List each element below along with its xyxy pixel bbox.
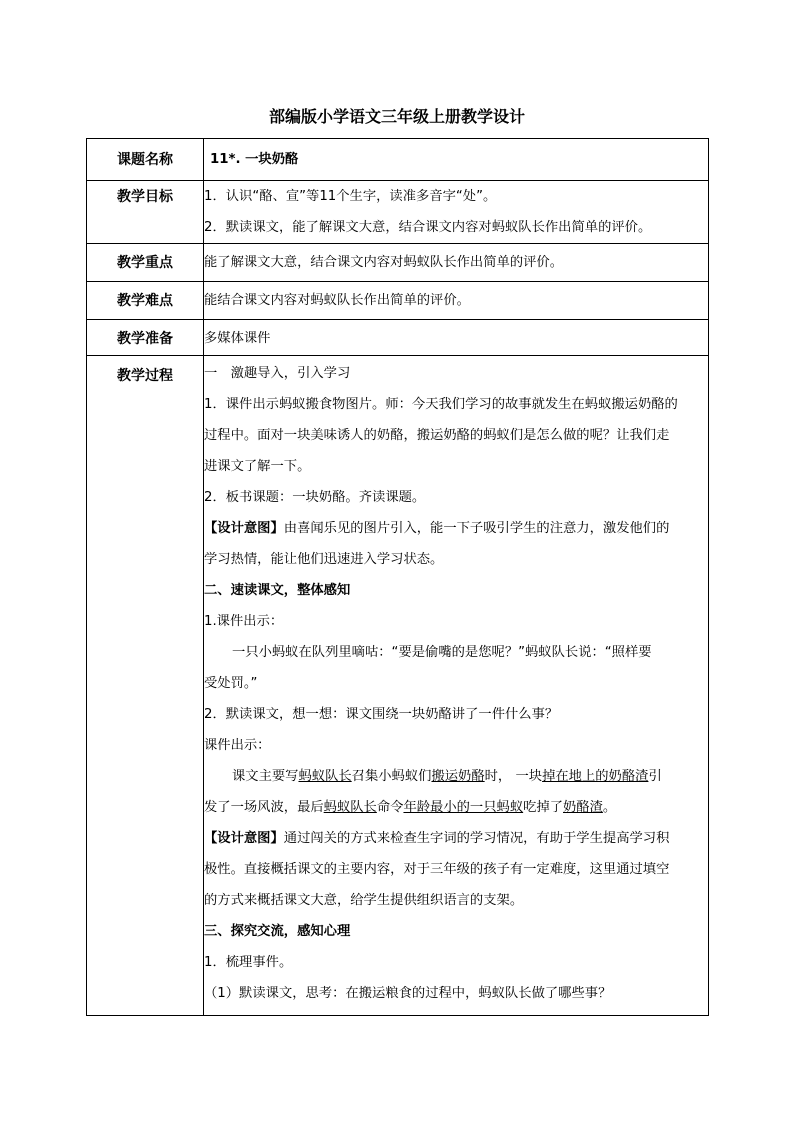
fill-text: 课文主要写 xyxy=(232,769,299,784)
paragraph-line: 2．板书课题：一块奶酪。齐读课题。 xyxy=(204,490,426,505)
design-intent-line xyxy=(204,513,708,544)
content-goals xyxy=(204,181,709,244)
row-prep xyxy=(87,320,709,356)
content-key xyxy=(204,244,709,282)
paragraph-line: 2．默读课文，想一想：课文围绕一块奶酪讲了一件什么事？ xyxy=(204,707,559,722)
paragraph-line: 1.课件出示： xyxy=(204,614,284,629)
label-process-text: 教学过程 xyxy=(117,368,173,384)
content-process xyxy=(204,356,709,1016)
fill-answer: 搬运奶酪 xyxy=(431,769,485,784)
design-intent-tag: 【设计意图】 xyxy=(204,831,284,846)
section-heading: 三、探究交流，感知心理 xyxy=(204,924,351,939)
paragraph-line: （1）默读课文，思考：在搬运粮食的过程中，蚂蚁队长做了哪些事？ xyxy=(204,986,612,1001)
design-intent-tag: 【设计意图】 xyxy=(204,521,284,536)
label-difficulty-text: 教学难点 xyxy=(117,293,173,309)
label-process xyxy=(87,356,204,1016)
design-intent-line xyxy=(204,823,708,854)
fill-answer: 蚂蚁队长 xyxy=(323,800,377,815)
paragraph-line: 过程中。面对一块美味诱人的奶酪，搬运奶酪的蚂蚁们是怎么做的呢？让我们走 xyxy=(204,428,670,443)
design-intent-text: 由喜闻乐见的图片引入，能一下子吸引学生的注意力，激发他们的 xyxy=(283,521,670,536)
fill-blank-line xyxy=(204,792,708,823)
paragraph-line: 的方式来概括课文大意，给学生提供组织语言的支架。 xyxy=(204,893,524,908)
row-key xyxy=(87,244,709,282)
label-key xyxy=(87,244,204,282)
label-key-text: 教学重点 xyxy=(117,255,173,271)
paragraph-line: 极性。直接概括课文的主要内容，对于三年级的孩子有一定难度，这里通过填空 xyxy=(204,862,670,877)
label-prep xyxy=(87,320,204,356)
fill-answer: 掉在地上的奶酪渣 xyxy=(542,769,649,784)
label-topic xyxy=(87,139,204,181)
paragraph-line: 课件出示： xyxy=(204,738,271,753)
content-prep xyxy=(204,320,709,356)
fill-text: 吃掉了 xyxy=(523,800,564,815)
paragraph-line: 学习热情，能让他们迅速进入学习状态。 xyxy=(204,552,444,567)
label-prep-text: 教学准备 xyxy=(117,331,173,347)
label-difficulty xyxy=(87,282,204,320)
label-goals xyxy=(87,181,204,244)
quote-line: 受处罚。” xyxy=(204,676,258,691)
row-process xyxy=(87,356,709,1016)
fill-answer: 奶酪渣 xyxy=(563,800,603,815)
fill-text: 命令 xyxy=(376,800,404,815)
section-heading: 一 激趣导入，引入学习 xyxy=(204,366,351,381)
label-topic-text: 课题名称 xyxy=(117,152,173,168)
row-goals xyxy=(87,181,709,244)
section-heading: 二、速读课文，整体感知 xyxy=(204,583,351,598)
content-topic xyxy=(204,139,709,181)
row-difficulty xyxy=(87,282,709,320)
paragraph-line: 1．课件出示蚂蚁搬食物图片。师：今天我们学习的故事就发生在蚂蚁搬运奶酪的 xyxy=(204,397,678,412)
goal-item: 2．默读课文，能了解课文大意，结合课文内容对蚂蚁队长作出简单的评价。 xyxy=(204,220,652,235)
label-goals-text: 教学目标 xyxy=(117,189,173,205)
topic-value: 11*. 一块奶酪 xyxy=(210,152,299,167)
paragraph-line: 进课文了解一下。 xyxy=(204,459,311,474)
fill-text: 。 xyxy=(602,800,617,815)
fill-text: 召集小蚂蚁们 xyxy=(351,769,432,784)
fill-blank-line xyxy=(204,761,708,792)
fill-answer: 蚂蚁队长 xyxy=(298,769,352,784)
fill-text: 发了一场风波，最后 xyxy=(204,800,324,815)
fill-text: 时， 一块 xyxy=(484,769,543,784)
difficulty-value: 能结合课文内容对蚂蚁队长作出简单的评价。 xyxy=(204,293,470,308)
key-value: 能了解课文大意，结合课文内容对蚂蚁队长作出简单的评价。 xyxy=(204,255,564,270)
row-topic xyxy=(87,139,709,181)
goal-item: 1．认识“酪、宣”等11个生字，读准多音字“处”。 xyxy=(204,189,497,204)
quote-line: 一只小蚂蚁在队列里嘀咕：“要是偷嘴的是您呢？”蚂蚁队长说：“照样要 xyxy=(232,645,652,660)
lesson-plan-table xyxy=(86,138,709,1016)
prep-value: 多媒体课件 xyxy=(204,331,271,346)
design-intent-text: 通过闯关的方式来检查生字词的学习情况，有助于学生提高学习积 xyxy=(283,831,670,846)
fill-text: 引 xyxy=(648,769,662,784)
document-title: 部编版小学语文三年级上册教学设计 xyxy=(268,107,525,126)
paragraph-line: 1．梳理事件。 xyxy=(204,955,293,970)
content-difficulty xyxy=(204,282,709,320)
fill-answer: 年龄最小的一只蚂蚁 xyxy=(403,800,524,815)
